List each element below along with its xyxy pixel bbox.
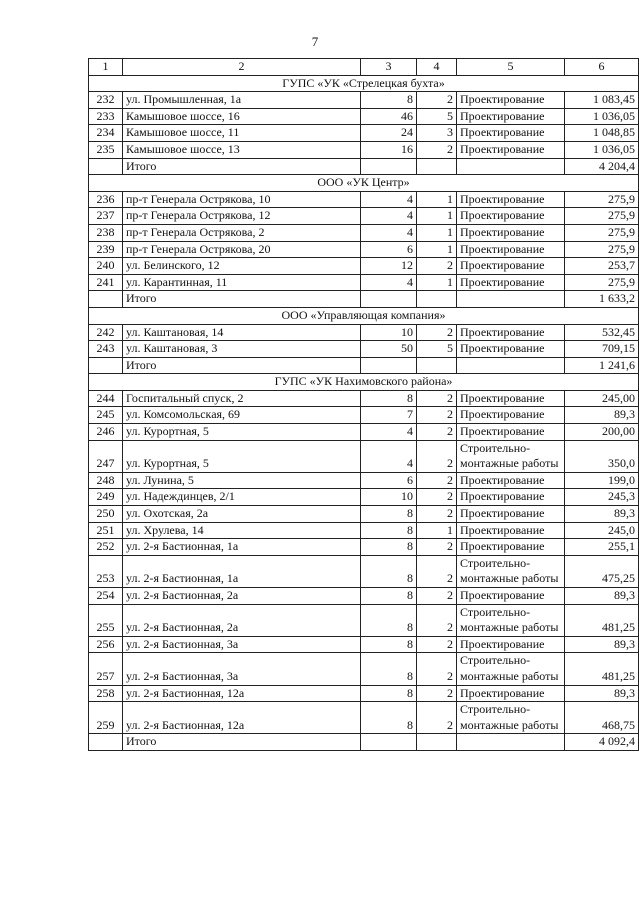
work-type-cell: Проектирование	[457, 506, 565, 523]
cost-cell: 275,9	[565, 208, 639, 225]
table-body	[89, 59, 639, 751]
table-row	[89, 92, 639, 109]
address-cell: ул. Курортная, 5	[123, 440, 361, 472]
total-label: Итого	[123, 357, 361, 374]
header-cell: 5	[457, 59, 565, 76]
column-4-value: 2	[417, 324, 457, 341]
column-4-value: 1	[417, 224, 457, 241]
work-type-cell: Проектирование	[457, 108, 565, 125]
total-empty-cell	[361, 291, 417, 308]
table-row	[89, 702, 639, 734]
cost-cell: 89,3	[565, 506, 639, 523]
work-type-cell: Проектирование	[457, 522, 565, 539]
total-cost: 1 633,2	[565, 291, 639, 308]
total-empty-cell	[89, 158, 123, 175]
row-number: 242	[89, 324, 123, 341]
row-number: 235	[89, 141, 123, 158]
cost-cell: 89,3	[565, 685, 639, 702]
row-number: 245	[89, 407, 123, 424]
table-row	[89, 489, 639, 506]
table-row	[89, 588, 639, 605]
works-table	[88, 58, 639, 751]
table-row	[89, 241, 639, 258]
column-4-value: 2	[417, 424, 457, 441]
row-number: 258	[89, 685, 123, 702]
column-4-value: 2	[417, 636, 457, 653]
column-4-value: 2	[417, 489, 457, 506]
work-type-cell: Проектирование	[457, 588, 565, 605]
row-number: 239	[89, 241, 123, 258]
work-type-cell: Строительно-монтажные работы	[457, 440, 565, 472]
table-row	[89, 440, 639, 472]
row-number: 247	[89, 440, 123, 472]
column-3-value: 10	[361, 489, 417, 506]
work-type-cell: Проектирование	[457, 472, 565, 489]
row-number: 234	[89, 125, 123, 142]
address-cell: пр-т Генерала Острякова, 20	[123, 241, 361, 258]
cost-cell: 475,25	[565, 555, 639, 587]
table-row	[89, 685, 639, 702]
organization-name: ООО «УК Центр»	[89, 175, 639, 192]
cost-cell: 1 036,05	[565, 108, 639, 125]
work-type-cell: Проектирование	[457, 274, 565, 291]
column-4-value: 2	[417, 390, 457, 407]
cost-cell: 481,25	[565, 653, 639, 685]
address-cell: ул. Надеждинцев, 2/1	[123, 489, 361, 506]
work-type-cell: Проектирование	[457, 685, 565, 702]
work-type-cell: Проектирование	[457, 258, 565, 275]
column-4-value: 5	[417, 341, 457, 358]
address-cell: пр-т Генерала Острякова, 10	[123, 191, 361, 208]
address-cell: ул. 2-я Бастионная, 3а	[123, 653, 361, 685]
address-cell: ул. 2-я Бастионная, 1а	[123, 555, 361, 587]
cost-cell: 255,1	[565, 539, 639, 556]
table-row	[89, 472, 639, 489]
work-type-cell: Проектирование	[457, 241, 565, 258]
total-empty-cell	[89, 291, 123, 308]
row-number: 254	[89, 588, 123, 605]
cost-cell: 245,00	[565, 390, 639, 407]
total-row	[89, 357, 639, 374]
total-label: Итого	[123, 291, 361, 308]
total-cost: 4 204,4	[565, 158, 639, 175]
total-empty-cell	[457, 291, 565, 308]
row-number: 232	[89, 92, 123, 109]
row-number: 249	[89, 489, 123, 506]
column-3-value: 50	[361, 341, 417, 358]
column-3-value: 8	[361, 506, 417, 523]
work-type-cell: Проектирование	[457, 92, 565, 109]
cost-cell: 350,0	[565, 440, 639, 472]
column-4-value: 2	[417, 588, 457, 605]
organization-name: ГУПС «УК Нахимовского района»	[89, 374, 639, 391]
table-row	[89, 604, 639, 636]
table-row	[89, 522, 639, 539]
cost-cell: 275,9	[565, 274, 639, 291]
table-row	[89, 324, 639, 341]
work-type-cell: Строительно-монтажные работы	[457, 555, 565, 587]
cost-cell: 709,15	[565, 341, 639, 358]
total-empty-cell	[417, 734, 457, 751]
address-cell: ул. Каштановая, 14	[123, 324, 361, 341]
total-cost: 1 241,6	[565, 357, 639, 374]
row-number: 253	[89, 555, 123, 587]
column-4-value: 2	[417, 92, 457, 109]
column-3-value: 8	[361, 636, 417, 653]
cost-cell: 275,9	[565, 191, 639, 208]
column-4-value: 2	[417, 141, 457, 158]
row-number: 257	[89, 653, 123, 685]
column-4-value: 2	[417, 258, 457, 275]
column-4-value: 2	[417, 539, 457, 556]
column-3-value: 16	[361, 141, 417, 158]
column-3-value: 8	[361, 702, 417, 734]
column-4-value: 1	[417, 208, 457, 225]
column-4-value: 1	[417, 274, 457, 291]
table-row	[89, 539, 639, 556]
column-4-value: 3	[417, 125, 457, 142]
column-3-value: 6	[361, 241, 417, 258]
column-3-value: 10	[361, 324, 417, 341]
group-header-row	[89, 75, 639, 92]
work-type-cell: Строительно-монтажные работы	[457, 604, 565, 636]
total-empty-cell	[417, 158, 457, 175]
column-3-value: 6	[361, 472, 417, 489]
header-cell: 4	[417, 59, 457, 76]
total-row	[89, 734, 639, 751]
column-4-value: 1	[417, 191, 457, 208]
column-3-value: 8	[361, 539, 417, 556]
column-4-value: 1	[417, 241, 457, 258]
table-row	[89, 653, 639, 685]
cost-cell: 199,0	[565, 472, 639, 489]
cost-cell: 253,7	[565, 258, 639, 275]
table-row	[89, 555, 639, 587]
cost-cell: 89,3	[565, 588, 639, 605]
work-type-cell: Проектирование	[457, 208, 565, 225]
cost-cell: 481,25	[565, 604, 639, 636]
total-empty-cell	[361, 158, 417, 175]
column-4-value: 5	[417, 108, 457, 125]
address-cell: ул. 2-я Бастионная, 3а	[123, 636, 361, 653]
table-row	[89, 636, 639, 653]
row-number: 250	[89, 506, 123, 523]
column-4-value: 2	[417, 440, 457, 472]
work-type-cell: Проектирование	[457, 636, 565, 653]
column-3-value: 8	[361, 653, 417, 685]
column-3-value: 8	[361, 555, 417, 587]
row-number: 236	[89, 191, 123, 208]
header-cell: 3	[361, 59, 417, 76]
table-row	[89, 390, 639, 407]
row-number: 256	[89, 636, 123, 653]
column-4-value: 2	[417, 407, 457, 424]
table-row	[89, 407, 639, 424]
row-number: 259	[89, 702, 123, 734]
column-3-value: 4	[361, 191, 417, 208]
work-type-cell: Проектирование	[457, 407, 565, 424]
address-cell: Камышовое шоссе, 16	[123, 108, 361, 125]
address-cell: ул. Белинского, 12	[123, 258, 361, 275]
column-4-value: 2	[417, 506, 457, 523]
address-cell: ул. Лунина, 5	[123, 472, 361, 489]
total-empty-cell	[361, 734, 417, 751]
table-row	[89, 224, 639, 241]
table-row	[89, 424, 639, 441]
column-3-value: 24	[361, 125, 417, 142]
column-4-value: 2	[417, 555, 457, 587]
column-3-value: 4	[361, 424, 417, 441]
cost-cell: 1 083,45	[565, 92, 639, 109]
organization-name: ГУПС «УК «Стрелецкая бухта»	[89, 75, 639, 92]
column-3-value: 8	[361, 588, 417, 605]
address-cell: ул. 2-я Бастионная, 2а	[123, 604, 361, 636]
column-3-value: 4	[361, 224, 417, 241]
address-cell: пр-т Генерала Острякова, 12	[123, 208, 361, 225]
column-4-value: 2	[417, 604, 457, 636]
table-row	[89, 506, 639, 523]
work-type-cell: Проектирование	[457, 125, 565, 142]
work-type-cell: Проектирование	[457, 424, 565, 441]
address-cell: ул. 2-я Бастионная, 12а	[123, 685, 361, 702]
work-type-cell: Проектирование	[457, 341, 565, 358]
row-number: 248	[89, 472, 123, 489]
address-cell: пр-т Генерала Острякова, 2	[123, 224, 361, 241]
table-row	[89, 274, 639, 291]
page-number: 7	[311, 34, 319, 49]
row-number: 251	[89, 522, 123, 539]
address-cell: ул. Курортная, 5	[123, 424, 361, 441]
work-type-cell: Проектирование	[457, 539, 565, 556]
header-cell: 6	[565, 59, 639, 76]
work-type-cell: Строительно-монтажные работы	[457, 702, 565, 734]
work-type-cell: Проектирование	[457, 141, 565, 158]
row-number: 237	[89, 208, 123, 225]
address-cell: ул. Промышленная, 1а	[123, 92, 361, 109]
column-4-value: 2	[417, 702, 457, 734]
address-cell: ул. Комсомольская, 69	[123, 407, 361, 424]
cost-cell: 1 036,05	[565, 141, 639, 158]
table-row	[89, 258, 639, 275]
cost-cell: 275,9	[565, 224, 639, 241]
cost-cell: 532,45	[565, 324, 639, 341]
row-number: 252	[89, 539, 123, 556]
total-empty-cell	[457, 734, 565, 751]
row-number: 240	[89, 258, 123, 275]
group-header-row	[89, 374, 639, 391]
column-3-value: 8	[361, 604, 417, 636]
address-cell: ул. 2-я Бастионная, 1а	[123, 539, 361, 556]
total-row	[89, 158, 639, 175]
row-number: 241	[89, 274, 123, 291]
group-header-row	[89, 175, 639, 192]
cost-cell: 468,75	[565, 702, 639, 734]
group-header-row	[89, 307, 639, 324]
column-3-value: 7	[361, 407, 417, 424]
column-3-value: 8	[361, 522, 417, 539]
column-4-value: 2	[417, 472, 457, 489]
column-3-value: 8	[361, 685, 417, 702]
row-number: 255	[89, 604, 123, 636]
total-empty-cell	[417, 291, 457, 308]
total-empty-cell	[89, 357, 123, 374]
column-3-value: 46	[361, 108, 417, 125]
address-cell: Камышовое шоссе, 11	[123, 125, 361, 142]
header-row	[89, 59, 639, 76]
column-4-value: 2	[417, 653, 457, 685]
table-row	[89, 125, 639, 142]
cost-cell: 200,00	[565, 424, 639, 441]
table-row	[89, 191, 639, 208]
address-cell: ул. Каштановая, 3	[123, 341, 361, 358]
address-cell: ул. 2-я Бастионная, 12а	[123, 702, 361, 734]
column-3-value: 8	[361, 92, 417, 109]
column-4-value: 2	[417, 685, 457, 702]
column-3-value: 4	[361, 274, 417, 291]
work-type-cell: Проектирование	[457, 390, 565, 407]
address-cell: ул. Охотская, 2а	[123, 506, 361, 523]
column-3-value: 4	[361, 208, 417, 225]
work-type-cell: Строительно-монтажные работы	[457, 653, 565, 685]
address-cell: ул. Хрулева, 14	[123, 522, 361, 539]
header-cell: 2	[123, 59, 361, 76]
total-empty-cell	[417, 357, 457, 374]
table-row	[89, 108, 639, 125]
table-row	[89, 141, 639, 158]
total-empty-cell	[89, 734, 123, 751]
row-number: 244	[89, 390, 123, 407]
cost-cell: 1 048,85	[565, 125, 639, 142]
work-type-cell: Проектирование	[457, 191, 565, 208]
row-number: 233	[89, 108, 123, 125]
table-row	[89, 208, 639, 225]
cost-cell: 245,3	[565, 489, 639, 506]
total-empty-cell	[457, 357, 565, 374]
address-cell: ул. 2-я Бастионная, 2а	[123, 588, 361, 605]
cost-cell: 245,0	[565, 522, 639, 539]
address-cell: Госпитальный спуск, 2	[123, 390, 361, 407]
cost-cell: 89,3	[565, 407, 639, 424]
total-label: Итого	[123, 734, 361, 751]
table-row	[89, 341, 639, 358]
row-number: 246	[89, 424, 123, 441]
total-empty-cell	[361, 357, 417, 374]
column-3-value: 12	[361, 258, 417, 275]
total-cost: 4 092,4	[565, 734, 639, 751]
column-4-value: 1	[417, 522, 457, 539]
row-number: 238	[89, 224, 123, 241]
address-cell: ул. Карантинная, 11	[123, 274, 361, 291]
total-row	[89, 291, 639, 308]
work-type-cell: Проектирование	[457, 489, 565, 506]
header-cell: 1	[89, 59, 123, 76]
row-number: 243	[89, 341, 123, 358]
address-cell: Камышовое шоссе, 13	[123, 141, 361, 158]
organization-name: ООО «Управляющая компания»	[89, 307, 639, 324]
column-3-value: 8	[361, 390, 417, 407]
cost-cell: 89,3	[565, 636, 639, 653]
work-type-cell: Проектирование	[457, 324, 565, 341]
cost-cell: 275,9	[565, 241, 639, 258]
column-3-value: 4	[361, 440, 417, 472]
total-empty-cell	[457, 158, 565, 175]
total-label: Итого	[123, 158, 361, 175]
work-type-cell: Проектирование	[457, 224, 565, 241]
